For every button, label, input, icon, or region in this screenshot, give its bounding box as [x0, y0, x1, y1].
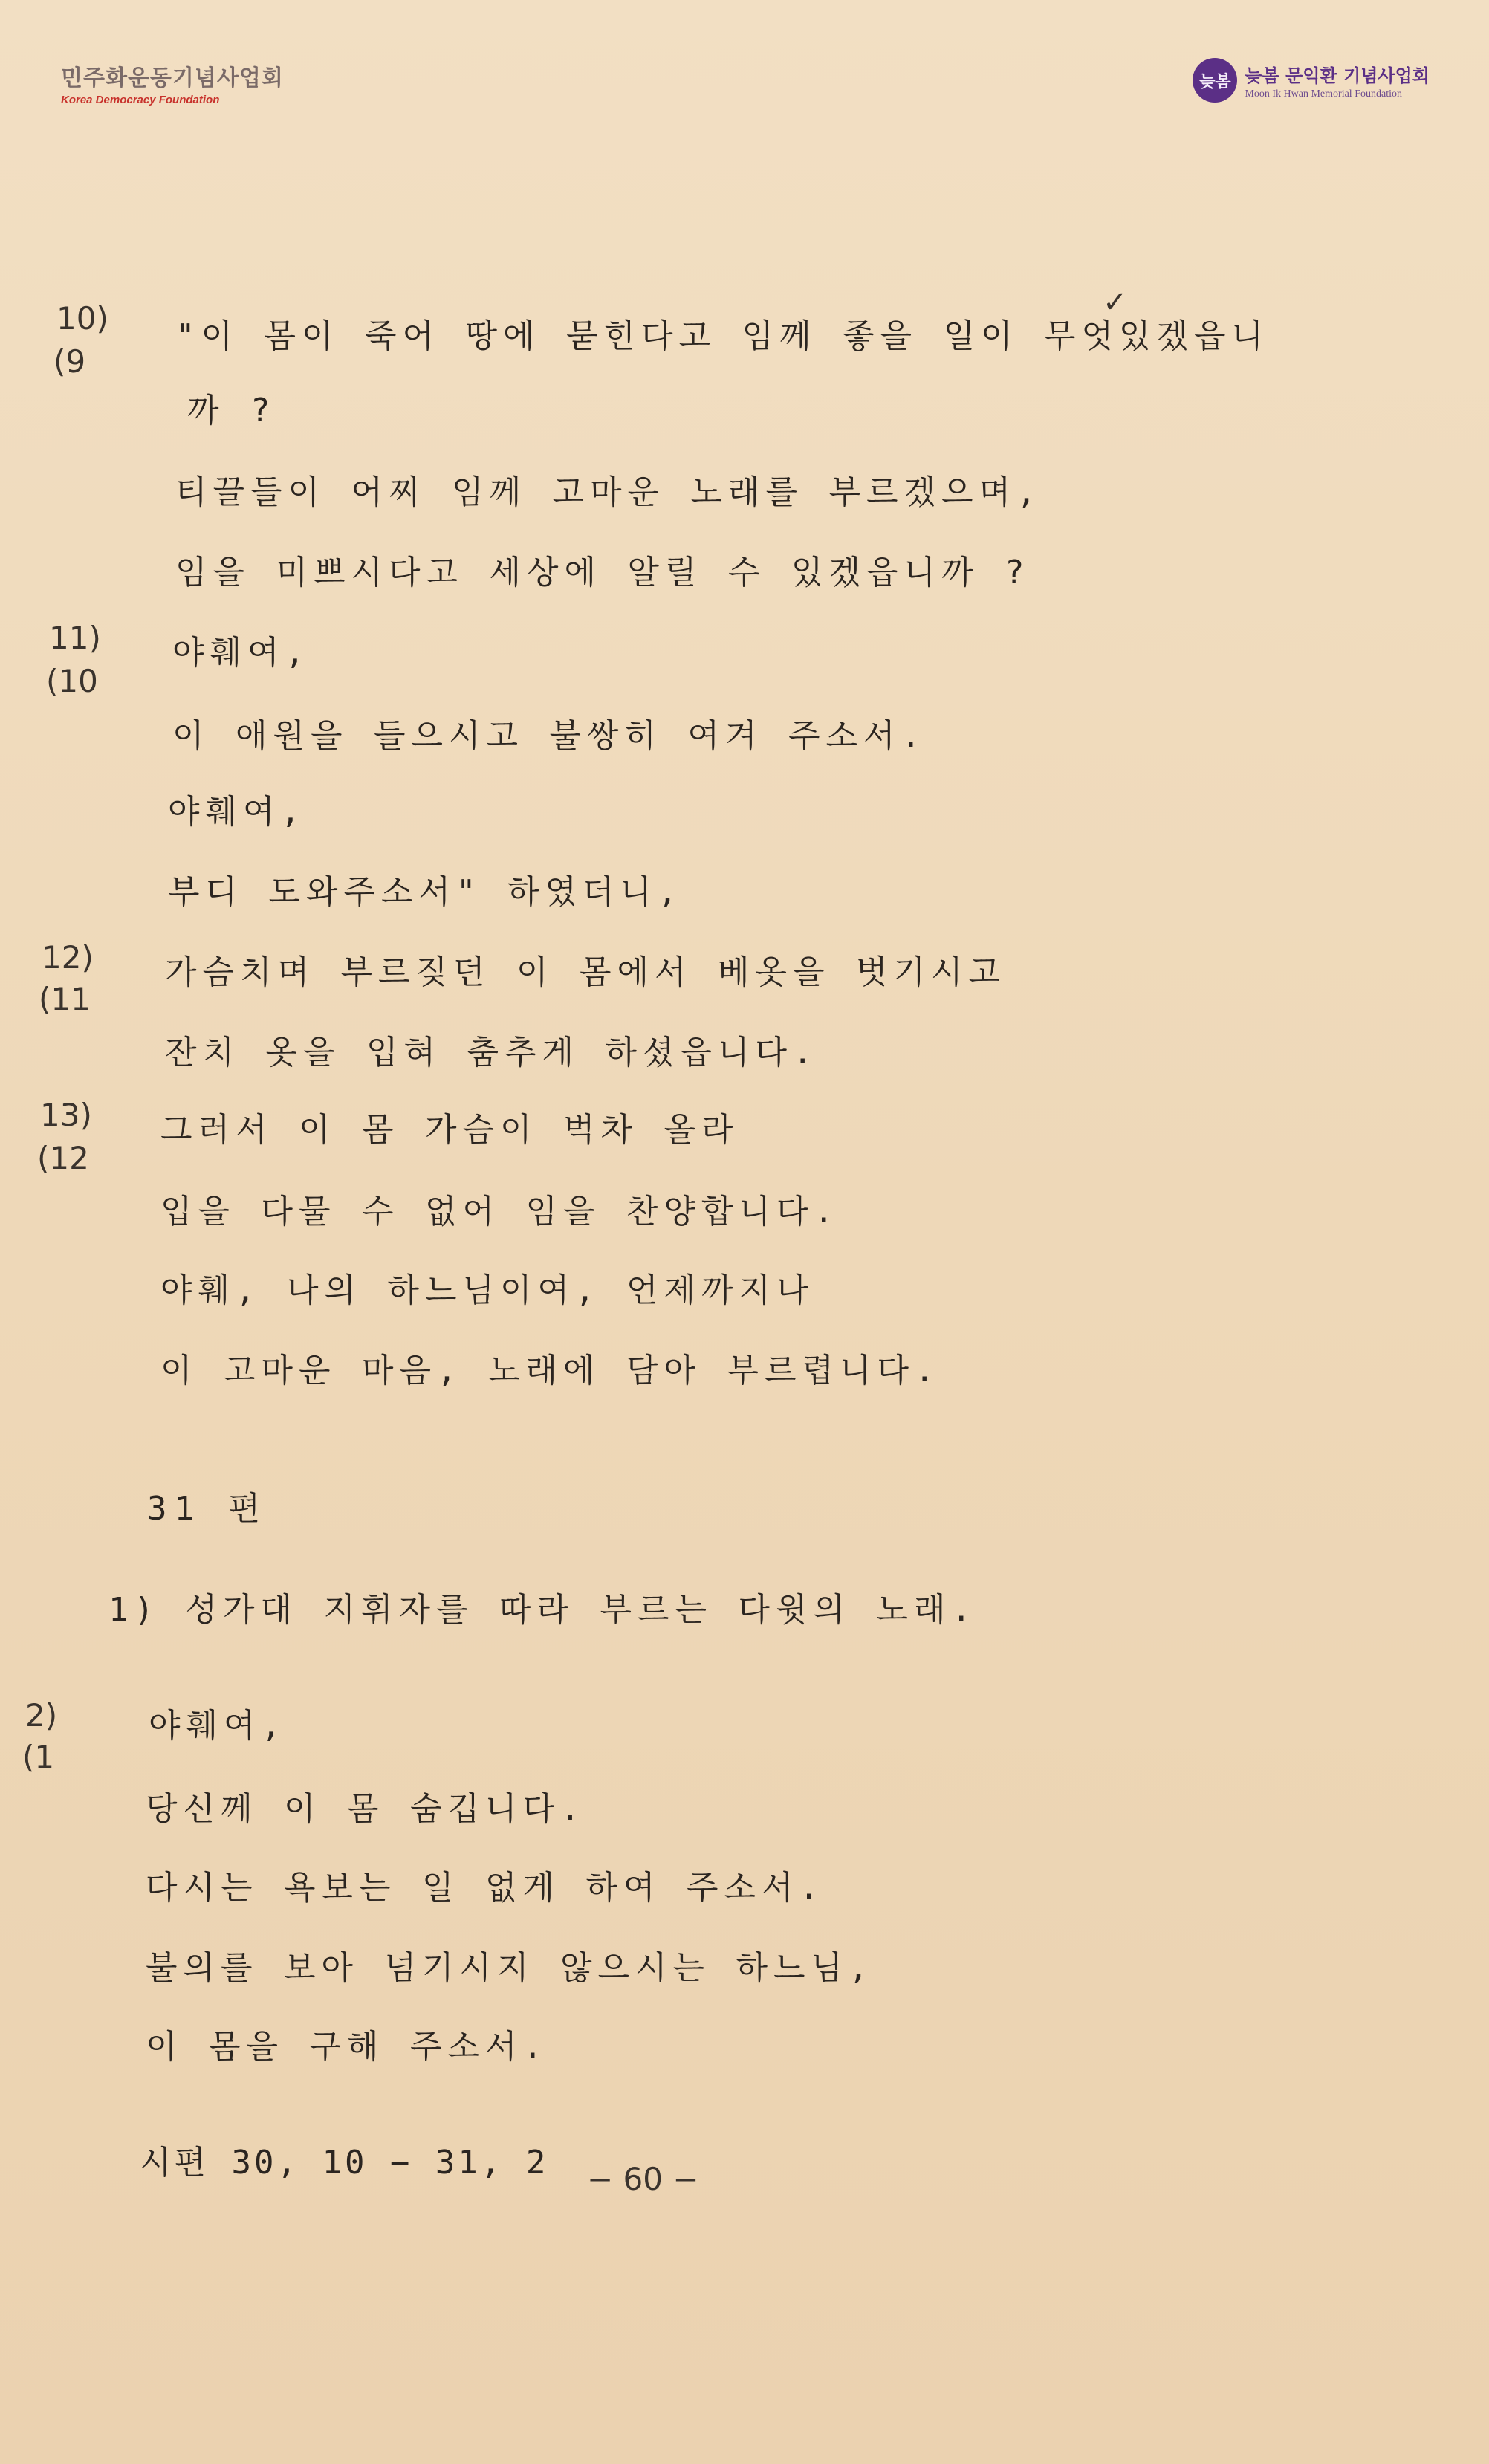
verse-line: 당신께 이 몸 숨깁니다.: [146, 1790, 586, 1828]
verse-sub-number: (10: [46, 663, 98, 699]
chapter-heading: 31 편: [147, 1490, 267, 1528]
verse-line: 부디 도와주소서" 하였더니,: [168, 873, 684, 911]
foundation-name-english: Moon Ik Hwan Memorial Foundation: [1245, 88, 1402, 100]
checkmark-icon: ✓: [1103, 285, 1128, 320]
verse-line: 다시는 욕보는 일 없게 하여 주소서.: [146, 1869, 825, 1907]
foundation-name-korean: 늦봄 문익환 기념사업회: [1245, 65, 1430, 86]
kdf-logo-english: Korea Democracy Foundation: [61, 94, 220, 106]
verse-line: 야훼여,: [172, 634, 311, 672]
verse-number: 2): [25, 1697, 58, 1734]
verse-number: 10): [56, 300, 108, 337]
verse-line: "이 몸이 죽어 땅에 묻힌다고 임께 좋을 일이 무엇있겠읍니: [175, 317, 1270, 355]
verse-line: 이 고마운 마음, 노래에 담아 부르렵니다.: [160, 1352, 941, 1390]
verse-line: 야훼여,: [149, 1707, 288, 1745]
chapter-intro: 1) 성가대 지휘자를 따라 부르는 다윗의 노래.: [108, 1591, 977, 1629]
verse-line: 불의를 보아 넘기시지 않으시는 하느님,: [146, 1949, 875, 1987]
verse-line: 입을 다물 수 없어 임을 찬양합니다.: [160, 1193, 840, 1231]
verse-line: 가슴치며 부르짖던 이 몸에서 베옷을 벗기시고: [165, 953, 1007, 991]
verse-line: 이 애원을 들으시고 불쌍히 여겨 주소서.: [172, 717, 927, 755]
foundation-emblem-icon: 늦봄: [1193, 58, 1237, 103]
verse-line: 잔치 옷을 입혀 춤추게 하셨읍니다.: [165, 1034, 819, 1071]
verse-line: 임을 미쁘시다고 세상에 알릴 수 있겠읍니까 ?: [175, 554, 1031, 591]
kdf-logo: [61, 59, 284, 106]
verse-line: 티끌들이 어찌 임께 고마운 노래를 부르겠으며,: [175, 473, 1042, 511]
verse-sub-number: (12: [37, 1140, 89, 1176]
verse-line: 이 몸을 구해 주소서.: [146, 2028, 548, 2066]
verse-sub-number: (1: [22, 1739, 55, 1775]
kdf-logo-korean: 민주화운동기념사업회: [61, 65, 284, 91]
verse-line: 그러서 이 몸 가슴이 벅차 올라: [160, 1111, 739, 1149]
verse-line: 야훼, 나의 하느님이여, 언제까지나: [160, 1271, 814, 1309]
page-number: − 60 −: [587, 2161, 699, 2197]
verse-line: 까 ?: [187, 392, 276, 429]
scripture-reference: 시편 30, 10 − 31, 2: [140, 2144, 549, 2182]
verse-sub-number: (11: [39, 981, 91, 1017]
verse-line: 야훼여,: [168, 793, 307, 831]
verse-sub-number: (9: [53, 343, 86, 380]
verse-number: 13): [40, 1097, 92, 1133]
verse-number: 12): [42, 939, 94, 976]
moon-ik-hwan-logo: [1193, 58, 1430, 103]
verse-number: 11): [49, 620, 101, 656]
